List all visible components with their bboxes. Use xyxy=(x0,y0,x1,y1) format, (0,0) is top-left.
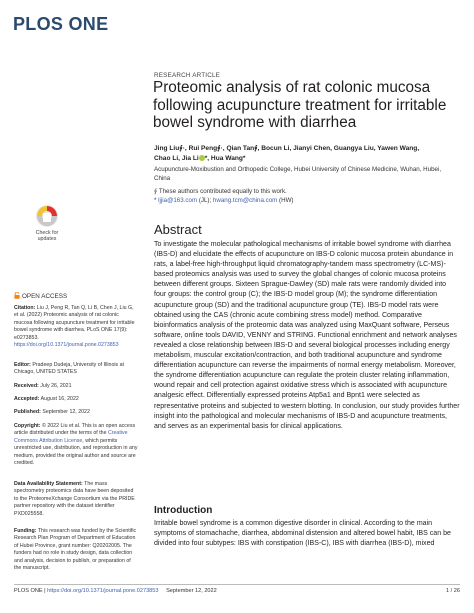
published-block xyxy=(14,409,138,416)
copyright-text-end: , which permits unrestricted use, distribution, and reproduction in any medium, provided the original author and source are credited. xyxy=(14,437,138,467)
data-availability-label: Data Availability Statement: xyxy=(14,481,83,487)
received-date: July 26, 2021 xyxy=(40,383,72,389)
article-type: RESEARCH ARTICLE xyxy=(154,72,221,79)
check-updates-icon xyxy=(29,204,65,230)
received-label: Received: xyxy=(14,383,39,389)
published-date: September 12, 2022 xyxy=(42,409,90,415)
footer-divider xyxy=(14,584,460,585)
funding-label: Funding: xyxy=(14,528,37,534)
accepted-date: August 16, 2022 xyxy=(40,396,79,402)
editor-text: Pradeep Dudeja, University of Illinois at Chicago, UNITED STATES xyxy=(14,362,125,376)
received-block xyxy=(14,383,138,390)
footer-doi-link[interactable]: https://doi.org/10.1371/journal.pone.0273853 xyxy=(47,588,159,594)
email-link-hw[interactable]: hwang.tcm@china.com xyxy=(212,196,278,204)
author-list xyxy=(154,144,454,164)
citation-doi-link[interactable]: https://doi.org/10.1371/journal.pone.0273853 xyxy=(14,342,119,349)
footer-journal: PLOS ONE xyxy=(14,588,43,594)
accepted-block xyxy=(14,396,138,403)
editor-label: Editor: xyxy=(14,362,31,368)
email-jl-suffix: (JL); xyxy=(197,196,213,204)
email-hw-suffix: (HW) xyxy=(277,196,294,204)
copyright-block xyxy=(14,423,138,467)
data-availability-text: The mass spectrometry proteomics data have been deposited to the ProteomeXchange Consortium via the PRIDE partner repository with the dataset identifier PXD025558. xyxy=(14,481,135,517)
data-availability-block xyxy=(14,481,138,518)
copyright-text: © 2022 Liu et al. This is an open access article distributed under the terms of the xyxy=(14,423,136,437)
abstract-text: To investigate the molecular pathological mechanisms of irritable bowel syndrome with diarrhea (IBS-D) and elucidate the effects of acupuncture on IBS-D colonic mucosa protein abundance in rats, a label-free high-throughput liquid chromatography-tandem mass spectrometry (LC-MS)-based proteomics analysis was used to survey the global changes of colonic mucosa proteins between different groups. Sixteen Sprague-Dawley (SD) male rats were randomly divided into four groups: the control group (C); the IBS-D model group (M); the syndrome differentiation acupuncture group (SD) and the traditional acupuncture group (TE). IBS-D model rats were obtained using the CAS (chronic acute combining stress model) method. Comparative bioinformatics analysis of the proteomic data was analyzed using MaxQuant software, Perseus software, online tools DAVID, VENNY and STRING. Functional enrichment and network analyses revealed a close relationship between IBS-D and several biological processes including energy metabolism, muscular excitation/contraction, and both traditional acupuncture and syndrome differentiation acupuncture can reverse the impairments of normal energy metabolism. Moreover, the syndrome differentiation acupuncture can regulate the protein cluster relating inflammation, wound repair and cell protection against oxidative stress which is associated with acupuncture analgesic effect. Differentially expressed proteins Atp5a1 and Bpnt1 were selected as representative proteins and subjected to western blotting. In conclusion, our study provides further insight into the pathological and molecular mechanisms of IBS-D and acupuncture treatments, and serves as an experimental basis for clinical applications. xyxy=(154,241,460,430)
page-number: 1 / 26 xyxy=(446,588,460,594)
funding-block xyxy=(14,528,138,572)
check-updates-line1: Check for xyxy=(35,230,59,236)
cc-license-link[interactable]: Creative Commons Attribution License xyxy=(14,430,128,444)
abstract-heading: Abstract xyxy=(154,222,202,237)
author-footnotes xyxy=(154,188,454,205)
authors-line1: Jing Liu⨚·, Rui Peng⨚·, Qian Tan⨚, Bocun Li, Jianyi Chen, Guangya Liu, Yawen Wang, xyxy=(154,145,420,152)
open-lock-icon xyxy=(14,292,20,299)
check-updates-label xyxy=(29,230,65,242)
footer-separator: | xyxy=(42,588,48,594)
citation-block xyxy=(14,305,138,349)
journal-logo[interactable]: PLOS ONE xyxy=(13,14,109,34)
article-title: Proteomic analysis of rat colonic mucosa following acupuncture treatment for irritable bowel syndrome with diarrhea xyxy=(153,79,447,132)
affiliation: Acupuncture-Moxibustion and Orthopedic College, Hubei University of Chinese Medicine, Wuhan, Hubei, China xyxy=(154,166,442,182)
funding-text: This research was funded by the Scientific Research Plan Program of Department of Education of Hubei Province, grant number: Q20202005. The funders had no role in study design, data collection and analysis, decision to publish, or preparation of the manuscript. xyxy=(14,528,137,572)
open-access-label xyxy=(14,292,67,300)
accepted-label: Accepted: xyxy=(14,396,40,402)
equal-contribution-note: ⨚ These authors contributed equally to this work. xyxy=(154,188,287,195)
email-link-jl[interactable]: ljjia@163.com xyxy=(158,196,198,204)
published-label: Published: xyxy=(14,409,41,415)
check-for-updates-badge[interactable] xyxy=(29,204,65,250)
authors-line2: Chao Li, Jia Li xyxy=(154,155,199,162)
introduction-text: Irritable bowel syndrome is a common digestive disorder in clinical. According to the main symptoms of stomachache, diarrhea, abdominal distension and altered bowel habit, IBS can be divided into four subtypes: IBS with constipation (IBS-C), IBS with diarrhea (IBS-D), mixed xyxy=(154,520,451,548)
email-prefix: * xyxy=(154,196,159,204)
open-access-text: OPEN ACCESS xyxy=(22,293,68,300)
editor-block xyxy=(14,362,138,377)
citation-label: Citation: xyxy=(14,305,36,311)
footer-date: September 12, 2022 xyxy=(166,588,217,594)
copyright-label: Copyright: xyxy=(14,423,41,429)
page-footer xyxy=(14,588,460,594)
introduction-heading: Introduction xyxy=(154,505,213,516)
authors-line2-end: *, Hua Wang* xyxy=(204,155,246,162)
citation-text: Liu J, Peng R, Tan Q, Li B, Chen J, Liu G, et al. (2022) Proteomic analysis of rat colonic mucosa following acupuncture treatment for irritable bowel syndrome with diarrhea. PLoS ONE 17(9): e0273853. xyxy=(14,305,135,341)
check-updates-line2: updates xyxy=(37,236,57,242)
